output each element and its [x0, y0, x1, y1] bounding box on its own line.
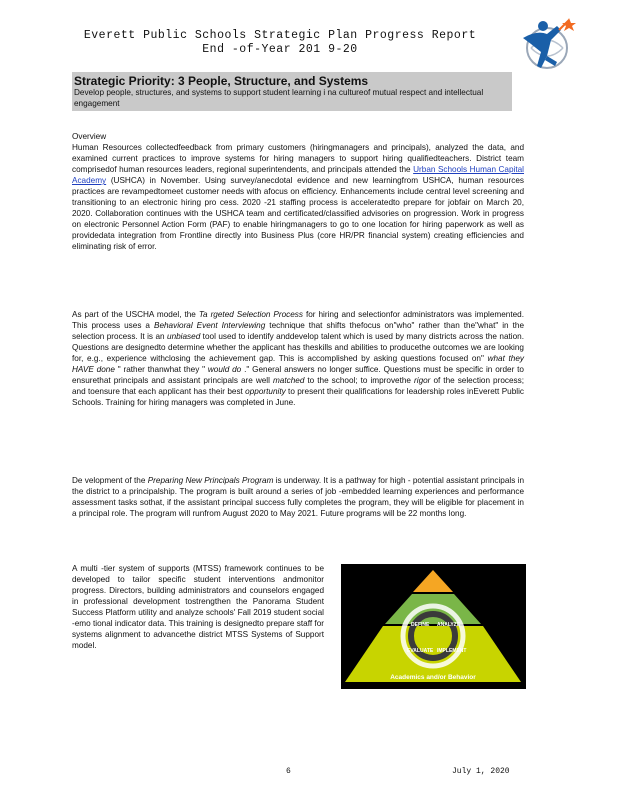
priority-goal: Develop people, structures, and systems to support student learning i na cultureof mutual respect and intellectual engagement	[74, 88, 484, 108]
overview-section	[72, 131, 524, 253]
page-number: 6	[286, 767, 291, 776]
cycle-label-evaluate: EVALUATE	[407, 648, 434, 654]
text-run: " rather thanwhat they "	[114, 365, 208, 375]
emphasis-run: would do	[207, 365, 242, 375]
overview-text-b: (USHCA) in November. Using survey/anecdotal evidence and new learningfrom USHCA, human resources practices are revampedtomeet customer needs with afocus on efficiency. Enhancements include central level screening and transitioning to an electronic hiring pro cess. 2020 -21 staffing process is acceleratedto prepare for jobfair on March 20, 2020. Collaboration continues with the USHCA team and certificated/classified advisories on progression. Work in progress on electronic Personnel Action Form (PAF) to enable hiringmanagers to go to one location for hiring paperwork as well as providedata integration from Frontline directly into Business Plus (core HR/PR financial system) creating efficiencies and eliminating risk of error.	[72, 176, 524, 252]
targeted-selection-section	[72, 309, 524, 408]
footer-date: July 1, 2020	[452, 767, 510, 776]
mtss-pyramid-figure	[341, 564, 526, 689]
mtss-paragraph: A multi -tier system of supports (MTSS) framework continues to be developed to tailor specific student interventions andmonitor progress. Directors, building administrators and counselors engaged in professional development tostrengthen the Panorama Student Success Platform utility and analyze schools' Fall 2019 student social -emo tional indicator data. This training is designedto prepare staff for systems alignment to advancethe district MTSS Systems of Support model.	[72, 564, 324, 651]
new-principals-section	[72, 475, 524, 519]
text-run: to the school; to improvethe	[304, 376, 415, 386]
emphasis-run: matched	[272, 376, 305, 386]
emphasis-run: unbiased	[167, 332, 201, 342]
overview-heading: Overview	[72, 132, 107, 141]
cycle-label-implement: IMPLEMENT	[437, 648, 467, 654]
priority-title: Strategic Priority: 3 People, Structure, and Systems	[74, 74, 369, 88]
figure-caption: Academics and/or Behavior	[390, 674, 476, 681]
text-run: technique that shifts thefocus on"who" rather than the"what" in the selection process. It is an	[72, 321, 524, 342]
new-principals-paragraph	[72, 475, 524, 519]
report-title: Everett Public Schools Strategic Plan Progress Report	[83, 29, 477, 42]
mtss-section	[72, 563, 324, 651]
emphasis-run: Ta rgeted Selection Process	[198, 310, 303, 319]
targeted-selection-paragraph	[72, 309, 524, 408]
cycle-label-define: DEFINE	[411, 622, 430, 628]
emphasis-run: what they HAVE done	[72, 354, 524, 375]
district-logo-icon	[517, 12, 581, 76]
text-run: to present their qualifications for leadership roles inEverett Public Schools. Training for hiring managers was completed in June.	[72, 387, 524, 408]
report-subtitle: End -of-Year 201 9-20	[202, 43, 358, 56]
emphasis-run: Preparing New Principals Program	[147, 476, 274, 485]
cycle-label-analyze: ANALYZE	[437, 622, 461, 628]
ushca-link[interactable]: Urban Schools Human Capital Academy	[72, 165, 525, 186]
text-run: ." General answers no longer suffice. Questions must be specific in order to ensurethat principals and assistant principals are well	[72, 365, 524, 386]
text-run: De velopment of the	[72, 476, 148, 485]
emphasis-run: rigor	[414, 376, 431, 386]
text-run: As part of the USCHA model, the	[72, 310, 199, 319]
text-run: tool used to identify anddevelop talent which is used by many districts across the nation. Questions are designedto determine whether the applicant has theskills and abilities to producethe outcomes we are looking for, e.g., experience withclosing the achievement gap. This is accomplished by asking questions focused on"	[72, 332, 524, 364]
text-run: of the selection process; and toensure that each applicant has their best	[72, 376, 524, 397]
emphasis-run: Behavioral Event Interviewing	[153, 321, 266, 331]
overview-paragraph	[72, 142, 524, 252]
text-run: for hiring and selectionfor administrators was implemented. This process uses a	[72, 310, 524, 331]
priority-banner	[72, 72, 512, 111]
overview-text-a: Human Resources collectedfeedback from primary customers (hiringmanagers and principals), analyzed the data, and examined current practices to improve systems for hiring managers to support hiring qualifiedteachers. District team comprisedof human resources leaders, regional superintendents, and principals attended the	[72, 143, 524, 175]
emphasis-run: opportunity	[245, 387, 286, 397]
text-run: is underway. It is a pathway for high - potential assistant principals in the district to a principalship. The program is built around a series of job -embedded learning experiences and performance assessment tasks sothat, if the assistant principal success fully completes the program, they will be eligible for placement in a principal role. The program will runfrom August 2020 to May 2021. Future programs will be 22 months long.	[72, 476, 524, 519]
